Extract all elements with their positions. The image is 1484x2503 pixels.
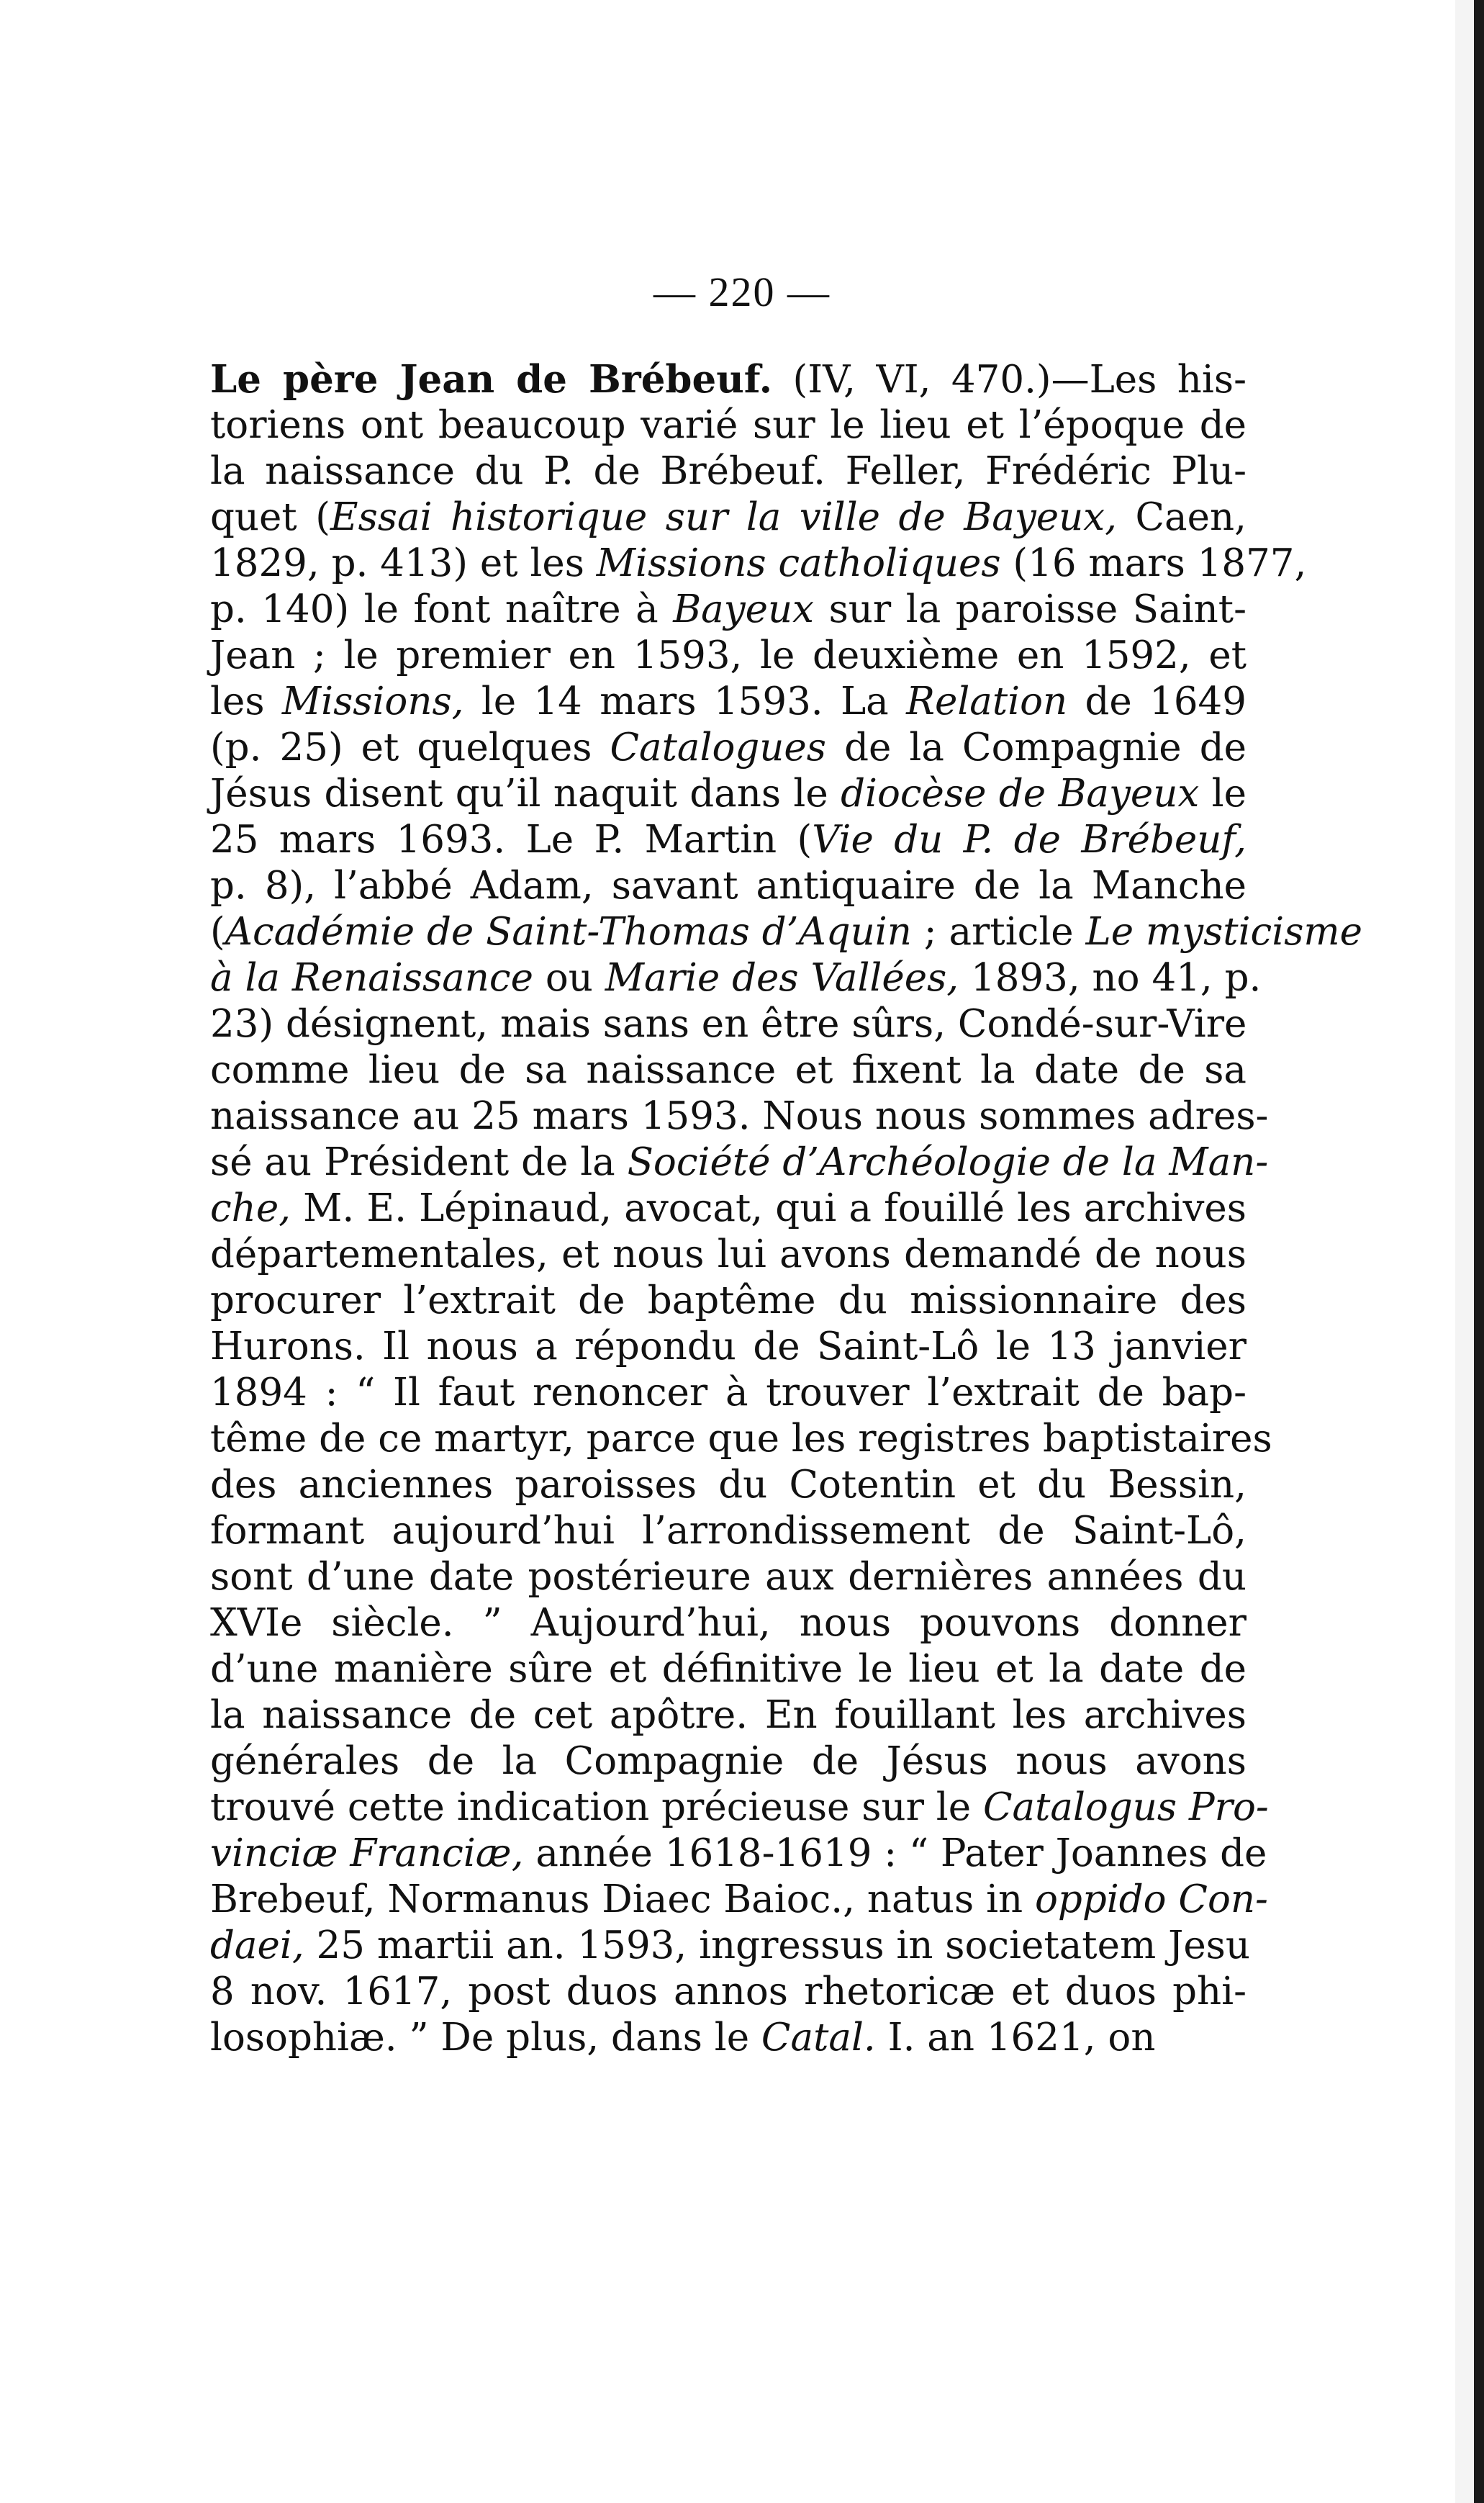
- text-line: [210, 1646, 1247, 1692]
- text-run: quet (: [210, 495, 330, 539]
- italic-text: Relation: [906, 680, 1068, 723]
- text-line: [210, 1140, 1269, 1186]
- italic-text: Vie du P. de Brébeuf,: [812, 818, 1247, 862]
- text-run: M. E. Lépinaud, avocat, qui a fouillé les archives: [291, 1186, 1247, 1230]
- text-line: [210, 1831, 1267, 1877]
- text-run: année 1618-1619 : “ Pater Joannes de: [523, 1831, 1267, 1875]
- text-line: [210, 541, 1307, 587]
- text-line: [210, 909, 1363, 955]
- text-line: [210, 1554, 1247, 1600]
- text-run: Brebeuf, Normanus Diaec Baioc., natus in: [210, 1877, 1035, 1921]
- italic-text: diocèse de Bayeux: [841, 772, 1200, 816]
- text-line: [210, 1186, 1247, 1232]
- text-run: toriens ont beaucoup varié sur le lieu et l’époque de: [210, 403, 1247, 447]
- text-run: Hurons. Il nous a répondu de Saint-Lô le 13 janvier: [210, 1325, 1247, 1368]
- entry-heading: Le père Jean de Brébeuf.: [210, 357, 773, 402]
- text-run: naissance au 25 mars 1593. Nous nous sommes adres-: [210, 1094, 1269, 1138]
- text-run: losophiæ. ” De plus, dans le: [210, 2016, 761, 2060]
- text-run: 23) désignent, mais sans en être sûrs, Condé-sur-Vire: [210, 1002, 1247, 1046]
- italic-text: oppido Con-: [1035, 1877, 1268, 1921]
- text-line: [210, 495, 1247, 541]
- text-line: [210, 725, 1247, 771]
- text-run: départementales, et nous lui avons demandé de nous: [210, 1232, 1247, 1276]
- text-line: [210, 587, 1247, 633]
- text-run: des anciennes paroisses du Cotentin et du Bessin,: [210, 1463, 1247, 1507]
- italic-text: Missions catholiques: [596, 541, 1001, 585]
- italic-text: Société d’Archéologie de la Man-: [627, 1140, 1269, 1184]
- text-run: générales de la Compagnie de Jésus nous avons: [210, 1739, 1247, 1783]
- text-line: [210, 1278, 1247, 1324]
- text-run: p. 140) le font naître à: [210, 587, 674, 631]
- text-run: 25 martii an. 1593, ingressus in societatem Jesu: [304, 1924, 1251, 1967]
- text-run: Caen,: [1117, 495, 1247, 539]
- text-run: la naissance du P. de Brébeuf. Feller, Frédéric Plu-: [210, 449, 1247, 493]
- text-line: [210, 1093, 1269, 1140]
- text-run: 1894 : “ Il faut renoncer à trouver l’extrait de bap-: [210, 1371, 1247, 1415]
- text-line: [210, 1692, 1247, 1738]
- text-run: les: [210, 680, 282, 723]
- text-line: [210, 1508, 1247, 1554]
- text-run: (16 mars 1877,: [1000, 541, 1307, 585]
- text-run: Jean ; le premier en 1593, le deuxième en 1592, et: [210, 633, 1247, 677]
- italic-text: Académie de Saint-Thomas d’Aquin: [225, 910, 912, 954]
- entry-text: [210, 356, 1363, 2061]
- text-line: [210, 1232, 1247, 1278]
- text-run: Jésus disent qu’il naquit dans le: [210, 772, 841, 816]
- text-run: tême de ce martyr, parce que les registres baptistaires: [210, 1417, 1272, 1461]
- text-line: [210, 771, 1247, 817]
- text-line: [210, 1877, 1268, 1923]
- text-line: [210, 402, 1247, 448]
- text-run: le 14 mars 1593. La: [463, 680, 907, 723]
- text-run: le: [1199, 772, 1247, 816]
- text-run: de la Compagnie de: [826, 726, 1247, 770]
- text-run: de 1649: [1067, 680, 1247, 723]
- text-run: (IV, VI, 470.)—Les his-: [772, 358, 1247, 402]
- text-run: sé au Président de la: [210, 1140, 628, 1184]
- italic-text: Catalogus Pro-: [982, 1785, 1269, 1829]
- italic-text: vinciæ Franciæ,: [210, 1831, 524, 1875]
- text-line: [210, 356, 1247, 402]
- text-line: [210, 633, 1247, 679]
- text-run: formant aujourd’hui l’arrondissement de Saint-Lô,: [210, 1509, 1247, 1553]
- text-line: [210, 1785, 1269, 1831]
- italic-text: Catal.: [761, 2016, 876, 2060]
- text-line: [210, 1600, 1247, 1646]
- text-line: [210, 1738, 1247, 1785]
- text-run: 25 mars 1693. Le P. Martin (: [210, 818, 813, 862]
- italic-text: Marie des Vallées,: [605, 956, 959, 1000]
- page-number: — 220 —: [653, 269, 831, 315]
- text-line: [210, 1324, 1247, 1370]
- text-run: 8 nov. 1617, post duos annos rhetoricæ et duos phi-: [210, 1970, 1247, 2013]
- text-run: la naissance de cet apôtre. En fouillant les archives: [210, 1693, 1247, 1737]
- text-line: [210, 1462, 1247, 1508]
- italic-text: daei,: [210, 1924, 304, 1967]
- book-spine-edge: [1474, 0, 1484, 2503]
- italic-text: Essai historique sur la ville de Bayeux,: [330, 495, 1118, 539]
- text-run: ; article: [911, 910, 1086, 954]
- page-edge-shadow: [1455, 0, 1474, 2503]
- text-line: [210, 863, 1247, 909]
- italic-text: Le mysticisme: [1085, 910, 1363, 954]
- text-line: [210, 679, 1247, 725]
- text-run: 1829, p. 413) et les: [210, 541, 597, 585]
- text-line: [210, 817, 1247, 863]
- italic-text: à la Renaissance: [210, 956, 533, 1000]
- text-run: p. 8), l’abbé Adam, savant antiquaire de la Manche: [210, 864, 1247, 908]
- text-line: [210, 448, 1247, 495]
- text-line: [210, 1370, 1247, 1416]
- text-run: sur la paroisse Saint-: [814, 587, 1247, 631]
- text-run: comme lieu de sa naissance et fixent la date de sa: [210, 1048, 1247, 1092]
- text-line: [210, 1923, 1251, 1969]
- text-run: (p. 25) et quelques: [210, 726, 610, 770]
- italic-text: Missions,: [281, 680, 464, 723]
- italic-text: Catalogues: [610, 726, 827, 770]
- text-run: sont d’une date postérieure aux dernières années du: [210, 1555, 1247, 1599]
- text-run: procurer l’extrait de baptême du missionnaire des: [210, 1278, 1247, 1322]
- italic-text: che,: [210, 1186, 291, 1230]
- text-run: (: [210, 910, 225, 954]
- text-line: [210, 1047, 1247, 1093]
- text-run: XVIe siècle. ” Aujourd’hui, nous pouvons donner: [210, 1601, 1247, 1645]
- text-line: [210, 2015, 1247, 2061]
- italic-text: Bayeux: [673, 587, 815, 631]
- text-line: [210, 955, 1262, 1001]
- text-run: I. an 1621, on: [875, 2016, 1156, 2060]
- text-run: trouvé cette indication précieuse sur le: [210, 1785, 983, 1829]
- text-run: d’une manière sûre et définitive le lieu et la date de: [210, 1647, 1247, 1691]
- text-line: [210, 1001, 1247, 1047]
- text-line: [210, 1969, 1247, 2015]
- text-run: ou: [533, 956, 605, 1000]
- text-line: [210, 1416, 1272, 1462]
- text-run: 1893, no 41, p.: [959, 956, 1262, 1000]
